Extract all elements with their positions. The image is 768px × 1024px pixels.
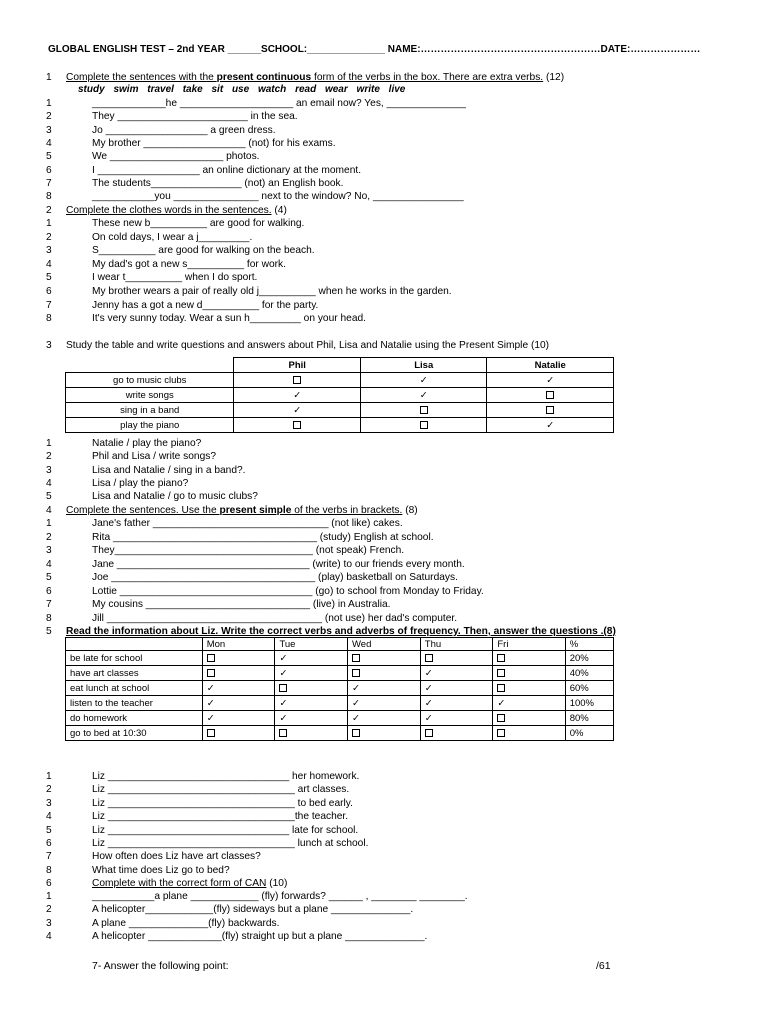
s4-title: Complete the sentences. Use the present simple of the verbs in brackets. (8) xyxy=(66,505,418,516)
check-mark-icon: ✓ xyxy=(279,652,288,664)
s5-col-header: Mon xyxy=(202,638,275,651)
check-mark-icon: ✓ xyxy=(497,697,506,709)
s5-cell xyxy=(420,726,493,741)
s5-table-row xyxy=(66,726,614,741)
s5-table-row xyxy=(66,666,614,681)
s5-item-num: 6 xyxy=(46,838,52,849)
empty-box-icon xyxy=(420,421,428,429)
empty-box-icon xyxy=(207,729,215,737)
s2-item-text: My brother wears a pair of really old j__________ when he works in the garden. xyxy=(92,286,452,297)
s5-cell xyxy=(202,696,275,711)
check-mark-icon: ✓ xyxy=(279,712,288,724)
s4-item-num: 6 xyxy=(46,585,52,597)
check-mark-icon: ✓ xyxy=(419,374,428,386)
s3-table-row xyxy=(66,388,614,403)
s5-cell xyxy=(275,681,348,696)
s5-cell xyxy=(275,651,348,666)
s3-row-label: write songs xyxy=(66,388,234,403)
s5-row-label: eat lunch at school xyxy=(66,681,203,696)
empty-box-icon xyxy=(497,654,505,662)
s3-cell xyxy=(234,418,361,433)
empty-box-icon xyxy=(293,421,301,429)
s3-cell xyxy=(487,403,614,418)
check-mark-icon: ✓ xyxy=(424,682,433,694)
s6-item-text: A helicopter____________(fly) sideways but a plane ______________. xyxy=(92,904,414,916)
s3-title: Study the table and write questions and answers about Phil, Lisa and Natalie using the Present Simple (10) xyxy=(66,340,550,351)
s5-cell xyxy=(275,726,348,741)
s5-cell xyxy=(493,666,565,681)
s5-cell xyxy=(420,711,493,726)
s3-col-header: Natalie xyxy=(487,358,614,373)
s4-item-num: 4 xyxy=(46,558,52,570)
s3-item-text: Lisa and Natalie / go to music clubs? xyxy=(92,491,258,503)
s4-item-text: They___________________________________ (not speak) French. xyxy=(92,545,405,556)
s5-item-text: Liz _________________________________ lunch at school. xyxy=(92,838,369,849)
s3-item-num: 1 xyxy=(46,438,52,449)
s5-row-label: have art classes xyxy=(66,666,203,681)
s6-item-text: A plane ______________(fly) backwards. xyxy=(92,917,280,929)
empty-box-icon xyxy=(207,654,215,662)
s4-item-text: Jill ______________________________________ (not use) her dad's computer. xyxy=(92,612,458,624)
s2-item-num: 3 xyxy=(46,245,52,257)
s5-cell xyxy=(348,726,421,741)
s5-cell xyxy=(202,681,275,696)
verb-box: study swim travel take sit use watch read wear write live xyxy=(78,84,406,95)
empty-box-icon xyxy=(420,406,428,414)
s5-cell xyxy=(348,681,421,696)
s6-item-num: 3 xyxy=(46,917,52,929)
empty-box-icon xyxy=(293,376,301,384)
s6-title: Complete with the correct form of CAN (10) xyxy=(92,878,288,889)
empty-box-icon xyxy=(497,729,505,737)
s5-percent: 40% xyxy=(565,666,613,681)
s5-cell xyxy=(275,666,348,681)
s3-col-header: Phil xyxy=(234,358,361,373)
check-mark-icon: ✓ xyxy=(293,389,302,401)
s6-number: 6 xyxy=(46,878,52,889)
s3-col-header: Lisa xyxy=(360,358,487,373)
s3-cell xyxy=(487,388,614,403)
s5-cell xyxy=(420,696,493,711)
empty-box-icon xyxy=(497,714,505,722)
check-mark-icon: ✓ xyxy=(206,697,215,709)
s5-row-label: listen to the teacher xyxy=(66,696,203,711)
s5-col-header: % xyxy=(565,638,613,651)
s1-item-text: The students________________ (not) an English book. xyxy=(92,177,344,189)
empty-box-icon xyxy=(546,406,554,414)
s3-item-num: 2 xyxy=(46,451,52,463)
s6-item-num: 1 xyxy=(46,891,52,902)
s1-item-text: My brother __________________ (not) for his exams. xyxy=(92,137,336,149)
s6-item-text: ___________a plane ____________ (fly) forwards? ______ , ________ ________. xyxy=(92,891,468,902)
s5-table xyxy=(65,637,614,741)
s1-item-text: I __________________ an online dictionary at the moment. xyxy=(92,164,362,176)
s2-item-text: On cold days, I wear a j_________. xyxy=(92,231,253,243)
s5-row-label: be late for school xyxy=(66,651,203,666)
empty-box-icon xyxy=(546,391,554,399)
s4-item-num: 5 xyxy=(46,572,52,583)
s4-item-text: Jane __________________________________ (write) to our friends every month. xyxy=(92,558,465,570)
s4-item-num: 1 xyxy=(46,518,52,529)
s5-item-num: 3 xyxy=(46,797,52,809)
s5-cell xyxy=(420,681,493,696)
s1-item-num: 6 xyxy=(46,164,52,176)
total-score: /61 xyxy=(596,960,611,972)
s4-item-text: Jane's father _______________________________ (not like) cakes. xyxy=(92,518,403,529)
s3-item-text: Natalie / play the piano? xyxy=(92,438,202,449)
s5-cell xyxy=(348,651,421,666)
s5-cell xyxy=(348,696,421,711)
s6-item-text: A helicopter _____________(fly) straight up but a plane ______________. xyxy=(92,931,428,943)
s5-cell xyxy=(202,711,275,726)
s5-row-label: go to bed at 10:30 xyxy=(66,726,203,741)
s5-cell xyxy=(493,726,565,741)
empty-box-icon xyxy=(352,729,360,737)
s5-item-num: 5 xyxy=(46,824,52,836)
s1-item-num: 1 xyxy=(46,98,52,109)
check-mark-icon: ✓ xyxy=(352,682,360,694)
s3-cell xyxy=(234,373,361,388)
s5-cell xyxy=(420,666,493,681)
s3-item-text: Phil and Lisa / write songs? xyxy=(92,451,217,463)
s5-number: 5 xyxy=(46,626,52,637)
s5-cell xyxy=(275,696,348,711)
s1-item-num: 5 xyxy=(46,151,52,163)
s4-number: 4 xyxy=(46,505,52,516)
s2-item-num: 7 xyxy=(46,299,52,311)
s4-item-text: My cousins _____________________________ (live) in Australia. xyxy=(92,599,391,610)
s2-item-num: 1 xyxy=(46,218,52,229)
s5-item-text: Liz ________________________________ late for school. xyxy=(92,824,359,836)
empty-box-icon xyxy=(497,669,505,677)
s5-table-row xyxy=(66,651,614,666)
s5-cell xyxy=(348,666,421,681)
s3-row-label: sing in a band xyxy=(66,403,234,418)
check-mark-icon: ✓ xyxy=(546,374,555,386)
s5-cell xyxy=(275,711,348,726)
empty-box-icon xyxy=(425,729,433,737)
s5-cell xyxy=(493,651,565,666)
s5-table-row xyxy=(66,681,614,696)
s5-cell xyxy=(202,651,275,666)
s5-col-header: Thu xyxy=(420,638,493,651)
s2-title: Complete the clothes words in the sentences. (4) xyxy=(66,205,287,216)
s5-col-header: Tue xyxy=(275,638,348,651)
s5-item-text: Liz _________________________________ to bed early. xyxy=(92,797,353,809)
check-mark-icon: ✓ xyxy=(424,712,433,724)
check-mark-icon: ✓ xyxy=(352,712,360,724)
s1-item-text: _____________he ____________________ an email now? Yes, ______________ xyxy=(92,98,466,109)
s3-item-num: 3 xyxy=(46,464,52,476)
s5-item-num: 2 xyxy=(46,784,52,796)
s5-percent: 0% xyxy=(565,726,613,741)
s3-item-text: Lisa / play the piano? xyxy=(92,477,189,489)
s5-percent: 80% xyxy=(565,711,613,726)
s3-cell xyxy=(360,418,487,433)
s3-table xyxy=(65,357,614,433)
empty-box-icon xyxy=(497,684,505,692)
s2-item-text: My dad's got a new s__________ for work. xyxy=(92,258,286,270)
s3-col-header xyxy=(66,358,234,373)
check-mark-icon: ✓ xyxy=(206,712,215,724)
s5-item-text: Liz _________________________________ art classes. xyxy=(92,784,350,796)
s2-item-text: I wear t__________ when I do sport. xyxy=(92,272,258,284)
s5-cell xyxy=(493,681,565,696)
s5-item-text: Liz _________________________________the teacher. xyxy=(92,811,349,823)
s5-title: Read the information about Liz. Write the correct verbs and adverbs of frequency. Then, answer the questions .(8) xyxy=(66,626,616,637)
s3-table-row xyxy=(66,373,614,388)
s2-item-num: 8 xyxy=(46,313,52,325)
s1-item-text: We ____________________ photos. xyxy=(92,151,260,163)
check-mark-icon: ✓ xyxy=(352,697,360,709)
s3-cell xyxy=(234,388,361,403)
s6-item-num: 2 xyxy=(46,904,52,916)
empty-box-icon xyxy=(207,669,215,677)
s4-item-text: Rita ____________________________________ (study) English at school. xyxy=(92,531,434,543)
s1-item-num: 4 xyxy=(46,137,52,149)
s1-item-text: They _______________________ in the sea. xyxy=(92,111,298,123)
s2-item-text: S__________ are good for walking on the beach. xyxy=(92,245,315,257)
check-mark-icon: ✓ xyxy=(293,404,302,416)
s5-item-num: 1 xyxy=(46,771,52,782)
s5-cell xyxy=(420,651,493,666)
s3-cell xyxy=(360,403,487,418)
s6-item-num: 4 xyxy=(46,931,52,943)
check-mark-icon: ✓ xyxy=(279,667,288,679)
s2-item-num: 5 xyxy=(46,272,52,284)
check-mark-icon: ✓ xyxy=(419,389,428,401)
s3-cell xyxy=(487,373,614,388)
s2-item-text: Jenny has a got a new d__________ for the party. xyxy=(92,299,319,311)
s4-item-num: 7 xyxy=(46,599,52,610)
s1-item-text: ___________you _______________ next to the window? No, ________________ xyxy=(92,191,464,203)
s1-item-num: 8 xyxy=(46,191,52,203)
check-mark-icon: ✓ xyxy=(546,419,555,431)
s2-item-num: 2 xyxy=(46,231,52,243)
s4-item-num: 8 xyxy=(46,612,52,624)
s5-percent: 100% xyxy=(565,696,613,711)
s5-item-text: Liz ________________________________ her homework. xyxy=(92,771,360,782)
s3-table-row xyxy=(66,403,614,418)
s5-col-header: Wed xyxy=(348,638,421,651)
check-mark-icon: ✓ xyxy=(424,667,433,679)
s5-cell xyxy=(493,696,565,711)
s1-item-num: 2 xyxy=(46,111,52,123)
s5-item-num: 8 xyxy=(46,864,52,876)
s1-item-num: 7 xyxy=(46,177,52,189)
s5-cell xyxy=(202,666,275,681)
s2-item-text: These new b__________ are good for walking. xyxy=(92,218,305,229)
s5-col-header xyxy=(66,638,203,651)
s3-cell xyxy=(487,418,614,433)
s5-item-num: 4 xyxy=(46,811,52,823)
s5-item-num: 7 xyxy=(46,851,52,863)
empty-box-icon xyxy=(352,654,360,662)
s3-cell xyxy=(360,388,487,403)
s5-item-text: How often does Liz have art classes? xyxy=(92,851,261,863)
s3-table-row xyxy=(66,418,614,433)
check-mark-icon: ✓ xyxy=(206,682,215,694)
test-header: GLOBAL ENGLISH TEST – 2nd YEAR ______SCHOOL:______________ NAME:………………………………………………DATE:………………… xyxy=(48,44,701,55)
s3-item-num: 4 xyxy=(46,477,52,489)
s5-cell xyxy=(493,711,565,726)
s3-row-label: go to music clubs xyxy=(66,373,234,388)
s5-table-row xyxy=(66,696,614,711)
s2-item-text: It's very sunny today. Wear a sun h_________ on your head. xyxy=(92,313,366,325)
s5-col-header: Fri xyxy=(493,638,565,651)
empty-box-icon xyxy=(279,684,287,692)
s3-item-text: Lisa and Natalie / sing in a band?. xyxy=(92,464,246,476)
s5-row-label: do homework xyxy=(66,711,203,726)
s5-item-text: What time does Liz go to bed? xyxy=(92,864,230,876)
s3-row-label: play the piano xyxy=(66,418,234,433)
s1-number: 1 xyxy=(46,72,52,83)
s4-item-text: Lottie __________________________________ (go) to school from Monday to Friday. xyxy=(92,585,484,597)
s3-cell xyxy=(234,403,361,418)
s5-table-row xyxy=(66,711,614,726)
s1-item-text: Jo __________________ a green dress. xyxy=(92,124,276,136)
s1-item-num: 3 xyxy=(46,124,52,136)
s5-percent: 20% xyxy=(565,651,613,666)
s1-title: Complete the sentences with the present continuous form of the verbs in the box. There are extra verbs. (12) xyxy=(66,72,565,83)
s3-cell xyxy=(360,373,487,388)
s4-item-num: 3 xyxy=(46,545,52,556)
s3-item-num: 5 xyxy=(46,491,52,503)
s5-cell xyxy=(348,711,421,726)
empty-box-icon xyxy=(352,669,360,677)
s2-item-num: 6 xyxy=(46,286,52,297)
s5-percent: 60% xyxy=(565,681,613,696)
s2-item-num: 4 xyxy=(46,258,52,270)
s4-item-num: 2 xyxy=(46,531,52,543)
footer-question: 7- Answer the following point: xyxy=(92,960,229,972)
empty-box-icon xyxy=(279,729,287,737)
s2-number: 2 xyxy=(46,205,52,216)
s5-cell xyxy=(202,726,275,741)
s3-number: 3 xyxy=(46,340,52,351)
empty-box-icon xyxy=(425,654,433,662)
check-mark-icon: ✓ xyxy=(279,697,288,709)
check-mark-icon: ✓ xyxy=(424,697,433,709)
s4-item-text: Joe ____________________________________ (play) basketball on Saturdays. xyxy=(92,572,458,583)
